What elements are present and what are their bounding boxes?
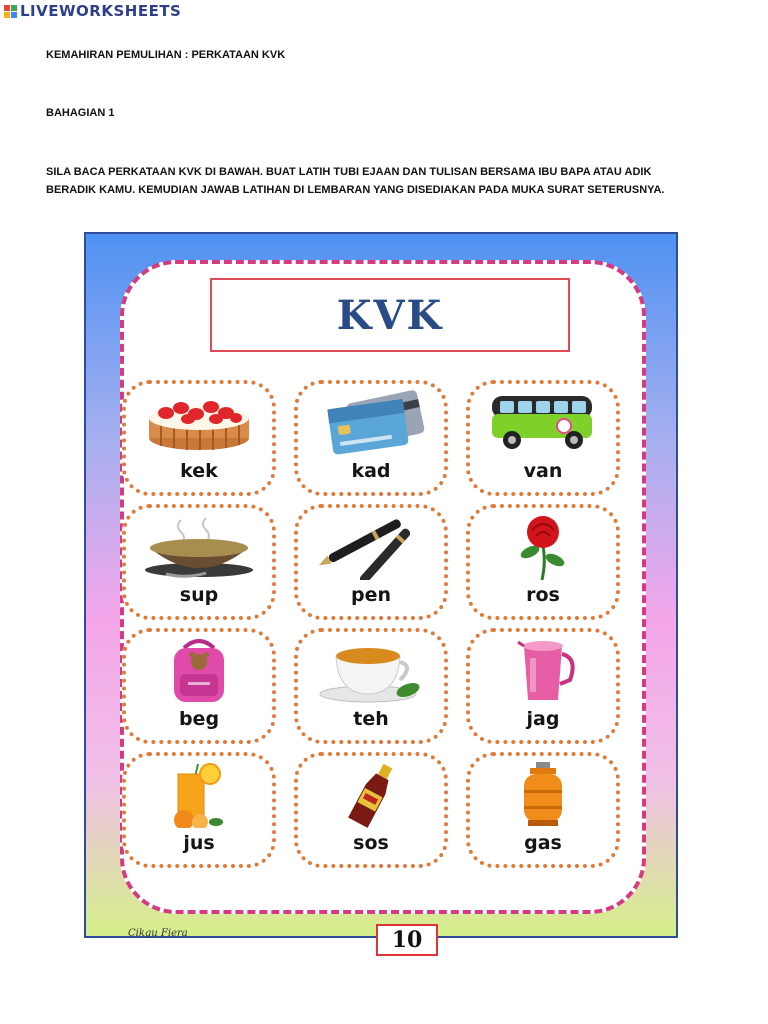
soup-bowl-icon	[136, 512, 262, 580]
word-card-sup	[122, 504, 276, 620]
jug-icon	[480, 636, 606, 704]
word-label: van	[523, 460, 563, 482]
instruction-line-1: SILA BACA PERKATAAN KVK DI BAWAH. BUAT LATIH TUBI EJAAN DAN TULISAN BERSAMA IBU BAPA ATAU ADIK	[46, 166, 652, 178]
page-number-box: 10	[376, 924, 438, 956]
van-icon	[480, 388, 606, 456]
word-card-jus	[122, 752, 276, 868]
word-card-teh	[294, 628, 448, 744]
word-label: ros	[526, 584, 560, 606]
signature: Cikgu Fiera	[128, 928, 188, 939]
gas-cylinder-icon	[480, 760, 606, 828]
word-label: gas	[524, 832, 562, 854]
word-label: kek	[180, 460, 218, 482]
poster-title: KVK	[336, 291, 444, 339]
kvk-poster	[84, 232, 678, 938]
word-card-kek	[122, 380, 276, 496]
pen-icon	[308, 512, 434, 580]
instruction-line-2: BERADIK KAMU. KEMUDIAN JAWAB LATIHAN DI LEMBARAN YANG DISEDIAKAN PADA MUKA SURAT SETERUSNYA.	[46, 184, 665, 196]
word-card-sos	[294, 752, 448, 868]
sauce-bottle-icon	[308, 760, 434, 828]
logo-text: LIVEWORKSHEETS	[20, 2, 182, 20]
logo-squares-icon	[4, 5, 17, 18]
poster-title-box	[210, 278, 570, 352]
word-label: kad	[351, 460, 391, 482]
section-label: BAHAGIAN 1	[46, 107, 115, 119]
word-label: sup	[179, 584, 219, 606]
credit-card-icon	[308, 388, 434, 456]
word-label: beg	[178, 708, 220, 730]
cake-icon	[136, 388, 262, 456]
word-card-kad	[294, 380, 448, 496]
word-label: teh	[353, 708, 389, 730]
page-title: KEMAHIRAN PEMULIHAN : PERKATAAN KVK	[46, 49, 286, 61]
backpack-icon	[136, 636, 262, 704]
word-label: jag	[526, 708, 560, 730]
word-label: pen	[350, 584, 391, 606]
word-card-gas	[466, 752, 620, 868]
poster-board	[120, 260, 646, 914]
word-card-ros	[466, 504, 620, 620]
tea-cup-icon	[308, 636, 434, 704]
word-card-beg	[122, 628, 276, 744]
liveworksheets-logo	[4, 2, 181, 20]
rose-icon	[480, 512, 606, 580]
word-label: sos	[353, 832, 389, 854]
word-card-jag	[466, 628, 620, 744]
word-card-van	[466, 380, 620, 496]
juice-glass-icon	[136, 760, 262, 828]
word-card-pen	[294, 504, 448, 620]
word-label: jus	[183, 832, 215, 854]
